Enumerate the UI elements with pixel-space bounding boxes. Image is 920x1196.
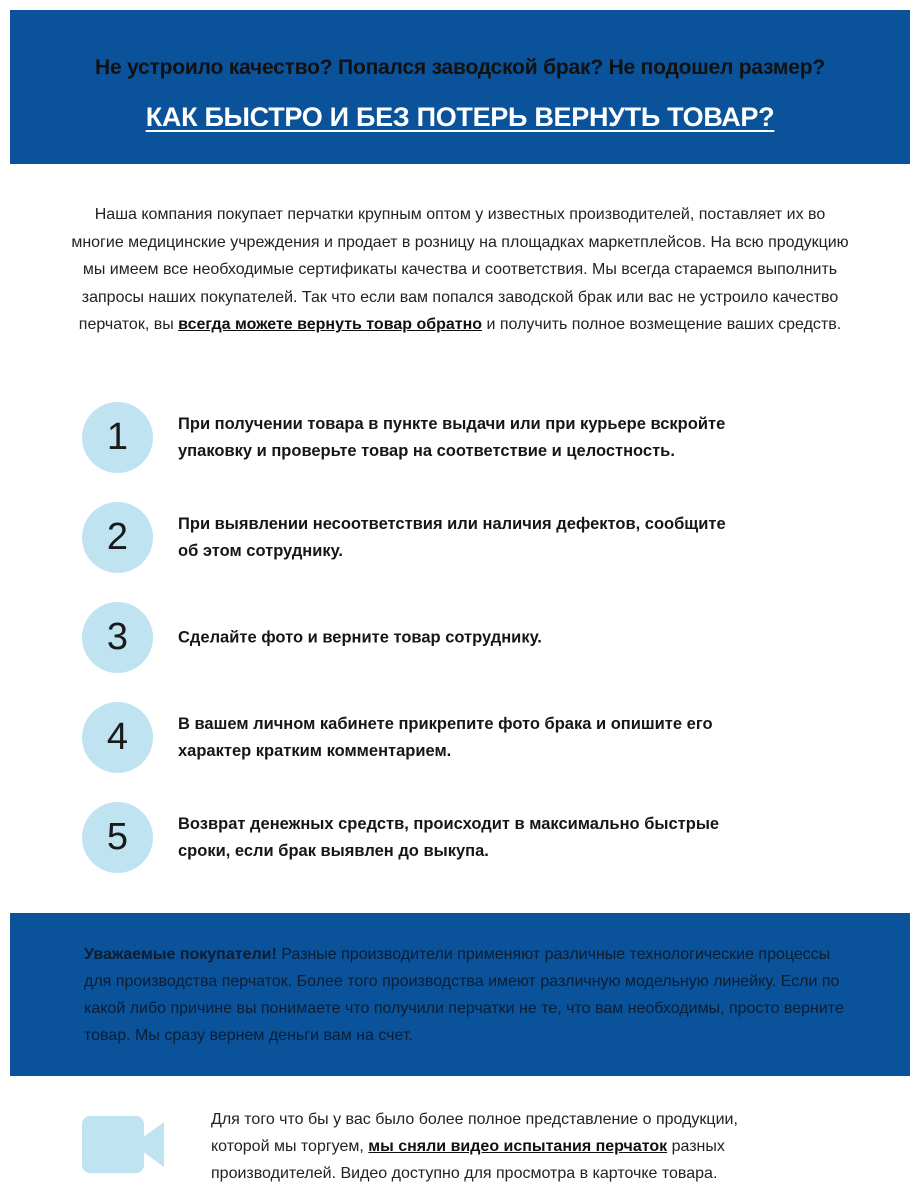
step-number-circle: 4 [82, 702, 153, 773]
header-banner [10, 10, 910, 164]
video-text-after: разных производителей. Видео доступно для просмотра в карточке товара. [211, 1138, 725, 1182]
header-question: Не устроило качество? Попался заводской брак? Не подошел размер? [95, 56, 825, 79]
step-2 [82, 502, 782, 574]
video-text-before: Для того что бы у вас было более полное представление о продукции, которой мы торгуем, [211, 1111, 738, 1155]
intro-text-after: и получить полное возмещение ваших средств. [482, 316, 842, 333]
step-text: При выявлении несоответствия или наличия дефектов, сообщите об этом сотруднику. [178, 515, 726, 560]
notice-body: Разные производители применяют различные технологические процессы для производства перчаток. Более того производства имеют различную модельную линейку. Если по какой либо причине вы понимаете что получили перчатки не те, что вам необходимы, просто верните товар. Мы сразу вернем деньги вам на счет. [84, 946, 844, 1044]
return-link[interactable]: всегда можете вернуть товар обратно [178, 316, 483, 333]
video-paragraph [211, 1106, 791, 1187]
step-number-circle: 1 [82, 402, 153, 473]
step-text: В вашем личном кабинете прикрепите фото брака и опишите его характер кратким комментарием. [178, 715, 713, 760]
step-number-circle: 3 [82, 602, 153, 673]
step-text: При получении товара в пункте выдачи или при курьере вскройте упаковку и проверьте товар на соответствие и целостность. [178, 415, 726, 460]
step-1 [82, 402, 782, 474]
notice-banner [10, 913, 910, 1076]
step-3 [82, 602, 782, 674]
intro-paragraph [70, 201, 850, 339]
video-camera-icon [82, 1116, 164, 1173]
video-link[interactable]: мы сняли видео испытания перчаток [368, 1138, 668, 1155]
step-5 [82, 802, 782, 874]
intro-text-before: Наша компания покупает перчатки крупным оптом у известных производителей, поставляет их во многие медицинские учреждения и продает в розницу на площадках маркетплейсов. На всю продукцию мы имеем все необходимые сертификаты качества и соответствия. Мы всегда стараемся выполнить запросы наших покупателей. Так что если вам попался заводской брак или вас не устроило качество перчаток, вы [71, 206, 849, 333]
step-number-circle: 5 [82, 802, 153, 873]
notice-text [84, 941, 844, 1049]
step-number-circle: 2 [82, 502, 153, 573]
step-text: Сделайте фото и верните товар сотруднику. [178, 628, 542, 647]
notice-bold: Уважаемые покупатели! [84, 946, 277, 963]
step-text: Возврат денежных средств, происходит в максимально быстрые сроки, если брак выявлен до выкупа. [178, 815, 720, 860]
step-4 [82, 702, 782, 774]
page-title: КАК БЫСТРО И БЕЗ ПОТЕРЬ ВЕРНУТЬ ТОВАР? [145, 102, 775, 132]
